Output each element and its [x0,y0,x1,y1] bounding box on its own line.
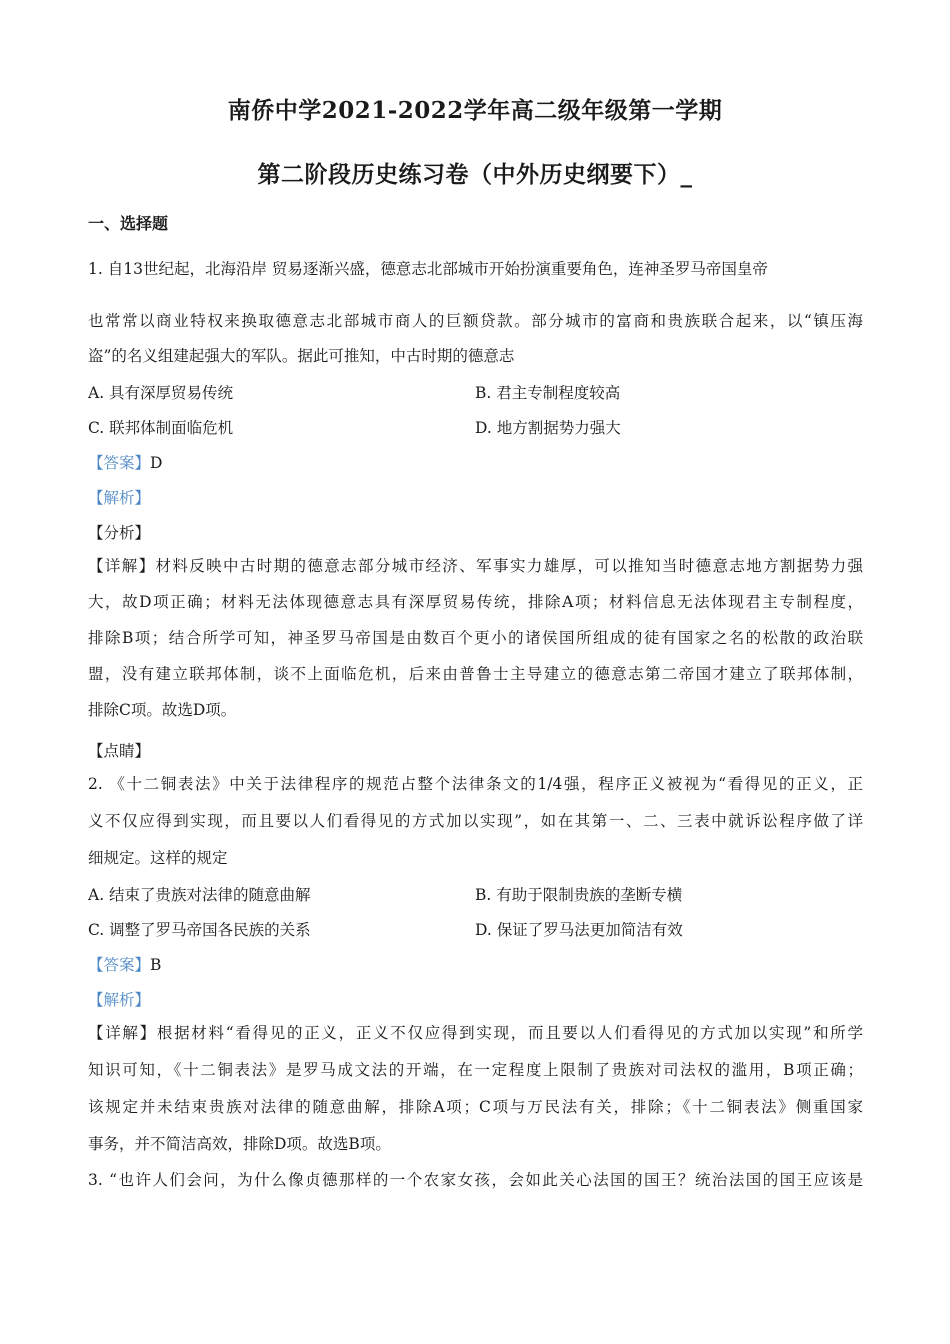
section-title: 一、选择题 [88,214,169,233]
q1-analysis-label: 【解析】 [88,489,151,507]
q1-detail-line-4: 盟，没有建立联邦体制，谈不上面临危机，后来由普鲁士主导建立的德意志第二帝国才建立了联邦体制， [88,665,863,683]
q2-answer-value: B [150,956,162,974]
q2-analysis-label: 【解析】 [88,991,151,1009]
q1-option-c: C. 联邦体制面临危机 [88,419,234,437]
q2-stem-line-2: 义不仅应得到实现，而且要以人们看得见的方式加以实现”，如在其第一、二、三表中就诉讼程序做了详 [88,812,863,830]
q2-option-c: C. 调整了罗马帝国各民族的关系 [88,921,311,939]
q1-detail-line-5: 排除C项。故选D项。 [88,701,237,719]
q2-detail-line-4: 事务，并不简洁高效，排除D项。故选B项。 [88,1135,391,1153]
q2-detail-line-2: 知识可知，《十二铜表法》是罗马成文法的开端，在一定程度上限制了贵族对司法权的滥用，B项正确； [88,1061,863,1079]
title-line-1: 南侨中学2021-2022学年高二级年级第一学期 [227,97,723,124]
q1-stem-line-3: 盗”的名义组建起强大的军队。据此可推知，中古时期的德意志 [88,347,515,365]
q3-stem-line-1: 3. “也许人们会问，为什么像贞德那样的一个农家女孩，会如此关心法国的国王？统治法国的国王应该是 [88,1171,863,1189]
q1-stem-line-2: 也常常以商业特权来换取德意志北部城市商人的巨额贷款。部分城市的富商和贵族联合起来，以“镇压海 [88,312,863,330]
q1-detail-line-2: 大，故D项正确；材料无法体现德意志具有深厚贸易传统，排除A项；材料信息无法体现君主专制程度， [88,593,863,611]
q1-fenxi-label: 【分析】 [88,524,151,542]
q1-option-a: A. 具有深厚贸易传统 [88,384,234,402]
q2-answer-label: 【答案】 [88,956,151,974]
title-line-2: 第二阶段历史练习卷（中外历史纲要下）_ [257,161,693,188]
q1-answer [88,451,162,473]
q1-stem-line-1: 1. 自13世纪起，北海沿岸 贸易逐渐兴盛，德意志北部城市开始扮演重要角色，连神圣罗马帝国皇帝 [88,260,768,278]
q2-option-b: B. 有助于限制贵族的垄断专横 [475,886,683,904]
q1-dianjing-label: 【点睛】 [88,742,151,760]
q1-detail-line-3: 排除B项；结合所学可知，神圣罗马帝国是由数百个更小的诸侯国所组成的徒有国家之名的松散的政治联 [88,629,863,647]
q1-option-d: D. 地方割据势力强大 [475,419,621,437]
q1-answer-value: D [150,454,163,472]
q2-stem-line-3: 细规定。这样的规定 [88,849,228,867]
q2-stem-line-1: 2. 《十二铜表法》中关于法律程序的规范占整个法律条文的1/4强，程序正义被视为“看得见的正义，正 [88,775,863,793]
q2-answer [88,953,161,975]
q1-answer-label: 【答案】 [88,454,151,472]
q2-detail-line-3: 该规定并未结束贵族对法律的随意曲解，排除A项；C项与万民法有关，排除；《十二铜表法》侧重国家 [88,1098,863,1116]
q1-detail-line-1: 【详解】材料反映中古时期的德意志部分城市经济、军事实力雄厚，可以推知当时德意志地方割据势力强 [88,557,863,575]
q2-detail-line-1: 【详解】根据材料“看得见的正义，正义不仅应得到实现，而且要以人们看得见的方式加以实现”和所学 [88,1024,863,1042]
q2-option-a: A. 结束了贵族对法律的随意曲解 [88,886,311,904]
q1-option-b: B. 君主专制程度较高 [475,384,621,402]
q2-option-d: D. 保证了罗马法更加简洁有效 [475,921,683,939]
